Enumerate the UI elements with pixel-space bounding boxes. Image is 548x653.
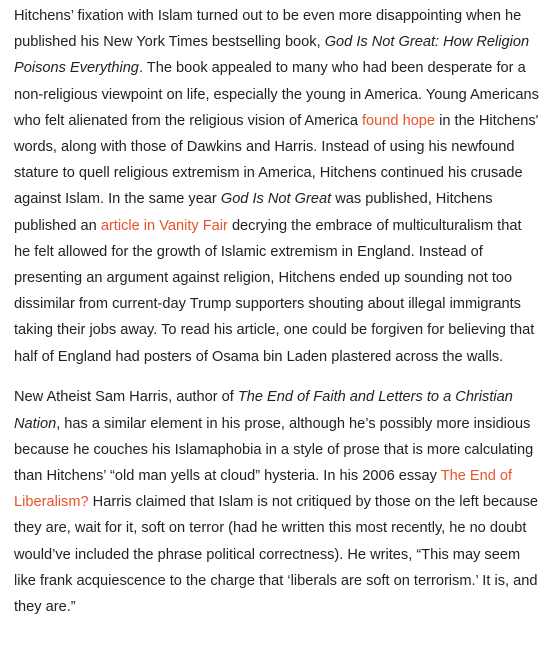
text-segment: in the Hitchens' words, along with those of Dawkins and Harris. Instead of using his newfound stature to quell religious extremism in America, Hitchens continued his crusade against Islam. In the same year xyxy=(14,112,539,208)
book-title-god-is-not-great-full: God Is Not Great: How Religion Poisons Everything xyxy=(14,34,530,77)
link-article-in-vanity-fair[interactable]: article in Vanity Fair xyxy=(100,217,228,234)
text-segment: . The book appealed to many who had been desperate for a non-religious viewpoint on life, especially the young in America. Young Americans who felt alienated from the religious vision of America xyxy=(14,60,539,129)
text-segment: decrying the embrace of multiculturalism that he felt allowed for the growth of Islamic extremism in England. Instead of presenting an argument against religion, Hitchens ended up sounding not too dissimilar from current-day Trump supporters shouting about illegal immigrants taking their jobs away. To read his article, one could be forgiven for believing that half of England had posters of Osama bin Laden plastered across the walls. xyxy=(14,217,535,365)
text-segment: New Atheist Sam Harris, author of xyxy=(14,389,238,406)
paragraph-hitchens xyxy=(14,3,540,370)
book-title-god-is-not-great: God Is Not Great xyxy=(220,191,332,208)
text-segment: , has a similar element in his prose, although he’s possibly more insidious because he couches his Islamaphobia in a style of prose that is more calculating than Hitchens’ “old man yells at cloud” hysteria. In his 2006 essay xyxy=(14,415,534,484)
book-title-end-of-faith: The End of Faith and Letters to a Christian Nation xyxy=(14,389,513,432)
text-segment: Harris claimed that Islam is not critiqued by those on the left because they are, wait for it, soft on terror (had he written this most recently, he no doubt would’ve included the phrase political correctness). He writes, “This may seem like frank acquiescence to the charge that ‘liberals are soft on terrorism.’ It is, and they are.” xyxy=(14,494,539,615)
link-found-hope[interactable]: found hope xyxy=(362,112,436,129)
paragraph-harris xyxy=(14,384,540,620)
link-the-end-of-liberalism[interactable]: The End of Liberalism? xyxy=(14,467,513,511)
article-body xyxy=(14,3,540,620)
text-segment: Hitchens’ fixation with Islam turned out to be even more disappointing when he published his New York Times bestselling book, xyxy=(14,8,522,51)
text-segment: was published, Hitchens published an xyxy=(14,191,493,234)
